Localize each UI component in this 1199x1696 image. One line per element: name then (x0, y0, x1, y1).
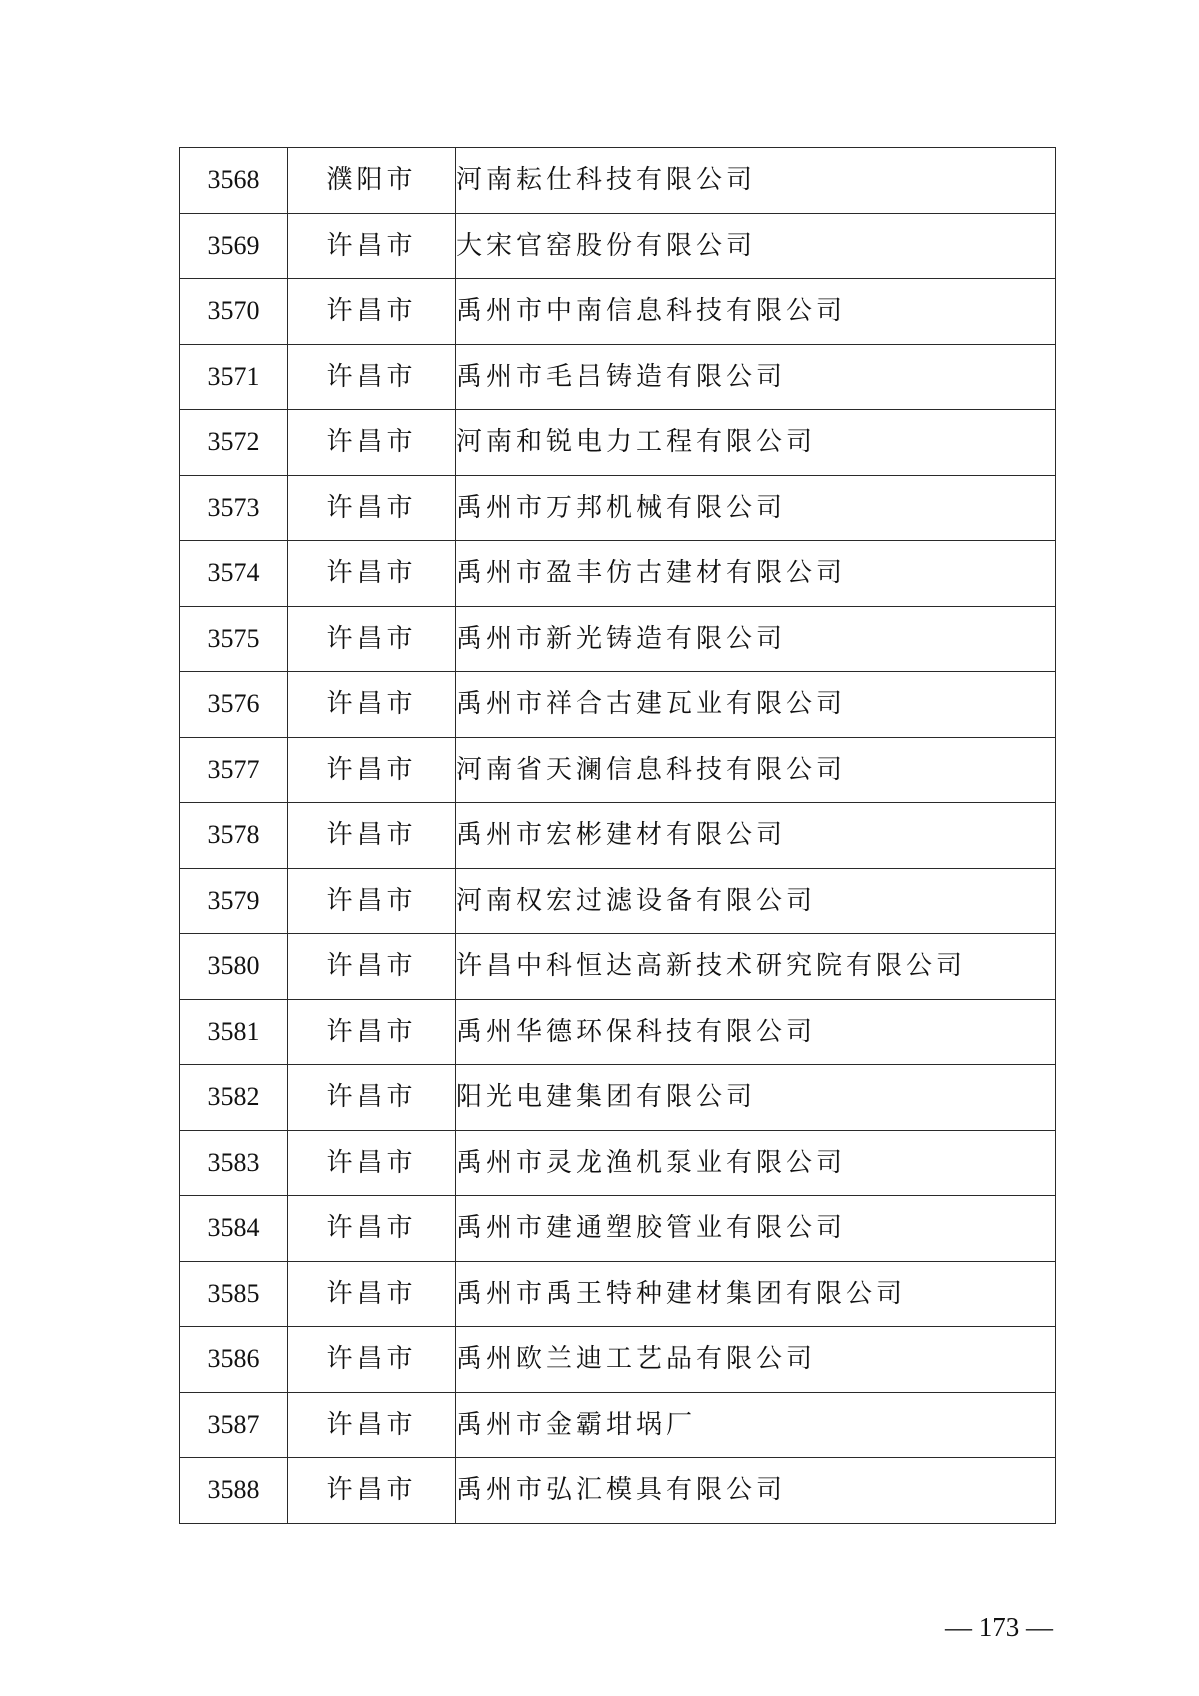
company-name-cell: 禹州市新光铸造有限公司 (456, 606, 1056, 672)
city-cell: 许昌市 (288, 999, 456, 1065)
row-number-cell: 3571 (180, 344, 288, 410)
city-cell: 许昌市 (288, 868, 456, 934)
company-name-cell: 禹州欧兰迪工艺品有限公司 (456, 1327, 1056, 1393)
table-row (180, 344, 1056, 410)
company-name-cell: 禹州市宏彬建材有限公司 (456, 803, 1056, 869)
table-row (180, 1458, 1056, 1524)
company-name-cell: 禹州市祥合古建瓦业有限公司 (456, 672, 1056, 738)
city-cell: 许昌市 (288, 1458, 456, 1524)
company-name-cell: 禹州市弘汇模具有限公司 (456, 1458, 1056, 1524)
row-number-cell: 3587 (180, 1392, 288, 1458)
table-row (180, 868, 1056, 934)
city-cell: 许昌市 (288, 737, 456, 803)
city-cell: 许昌市 (288, 606, 456, 672)
company-name-cell: 河南权宏过滤设备有限公司 (456, 868, 1056, 934)
city-cell: 许昌市 (288, 803, 456, 869)
city-cell: 许昌市 (288, 475, 456, 541)
row-number-cell: 3584 (180, 1196, 288, 1262)
city-cell: 许昌市 (288, 934, 456, 1000)
city-cell: 许昌市 (288, 1261, 456, 1327)
row-number-cell: 3581 (180, 999, 288, 1065)
company-name-cell: 禹州市毛吕铸造有限公司 (456, 344, 1056, 410)
row-number-cell: 3574 (180, 541, 288, 607)
city-cell: 许昌市 (288, 344, 456, 410)
row-number-cell: 3568 (180, 148, 288, 214)
city-cell: 濮阳市 (288, 148, 456, 214)
row-number-cell: 3579 (180, 868, 288, 934)
table-row (180, 1327, 1056, 1393)
table-row (180, 410, 1056, 476)
company-name-cell: 禹州华德环保科技有限公司 (456, 999, 1056, 1065)
row-number-cell: 3588 (180, 1458, 288, 1524)
company-name-cell: 禹州市盈丰仿古建材有限公司 (456, 541, 1056, 607)
company-name-cell: 许昌中科恒达高新技术研究院有限公司 (456, 934, 1056, 1000)
table-row (180, 1065, 1056, 1131)
row-number-cell: 3580 (180, 934, 288, 1000)
row-number-cell: 3575 (180, 606, 288, 672)
table-row (180, 672, 1056, 738)
page-number: — 173 — (945, 1612, 1053, 1642)
company-name-cell: 禹州市建通塑胶管业有限公司 (456, 1196, 1056, 1262)
company-name-cell: 禹州市万邦机械有限公司 (456, 475, 1056, 541)
table-row (180, 541, 1056, 607)
company-list-table (179, 147, 1056, 1524)
city-cell: 许昌市 (288, 541, 456, 607)
table-row (180, 148, 1056, 214)
table-row (180, 737, 1056, 803)
row-number-cell: 3573 (180, 475, 288, 541)
row-number-cell: 3577 (180, 737, 288, 803)
table-row (180, 999, 1056, 1065)
company-name-cell: 禹州市禹王特种建材集团有限公司 (456, 1261, 1056, 1327)
city-cell: 许昌市 (288, 1327, 456, 1393)
row-number-cell: 3572 (180, 410, 288, 476)
city-cell: 许昌市 (288, 672, 456, 738)
table-row (180, 934, 1056, 1000)
row-number-cell: 3576 (180, 672, 288, 738)
row-number-cell: 3583 (180, 1130, 288, 1196)
city-cell: 许昌市 (288, 410, 456, 476)
company-name-cell: 大宋官窑股份有限公司 (456, 213, 1056, 279)
table-row (180, 1392, 1056, 1458)
table-row (180, 213, 1056, 279)
company-name-cell: 禹州市灵龙渔机泵业有限公司 (456, 1130, 1056, 1196)
city-cell: 许昌市 (288, 279, 456, 345)
company-name-cell: 河南耘仕科技有限公司 (456, 148, 1056, 214)
company-name-cell: 阳光电建集团有限公司 (456, 1065, 1056, 1131)
city-cell: 许昌市 (288, 213, 456, 279)
row-number-cell: 3582 (180, 1065, 288, 1131)
company-name-cell: 河南和锐电力工程有限公司 (456, 410, 1056, 476)
city-cell: 许昌市 (288, 1065, 456, 1131)
table-row (180, 279, 1056, 345)
row-number-cell: 3570 (180, 279, 288, 345)
row-number-cell: 3569 (180, 213, 288, 279)
table-row (180, 1196, 1056, 1262)
company-name-cell: 河南省天澜信息科技有限公司 (456, 737, 1056, 803)
city-cell: 许昌市 (288, 1130, 456, 1196)
city-cell: 许昌市 (288, 1392, 456, 1458)
table-row (180, 1130, 1056, 1196)
table-row (180, 803, 1056, 869)
table-row (180, 1261, 1056, 1327)
row-number-cell: 3586 (180, 1327, 288, 1393)
company-name-cell: 禹州市金霸坩埚厂 (456, 1392, 1056, 1458)
table-row (180, 606, 1056, 672)
row-number-cell: 3578 (180, 803, 288, 869)
row-number-cell: 3585 (180, 1261, 288, 1327)
table-row (180, 475, 1056, 541)
city-cell: 许昌市 (288, 1196, 456, 1262)
company-name-cell: 禹州市中南信息科技有限公司 (456, 279, 1056, 345)
table-body (180, 148, 1056, 1524)
